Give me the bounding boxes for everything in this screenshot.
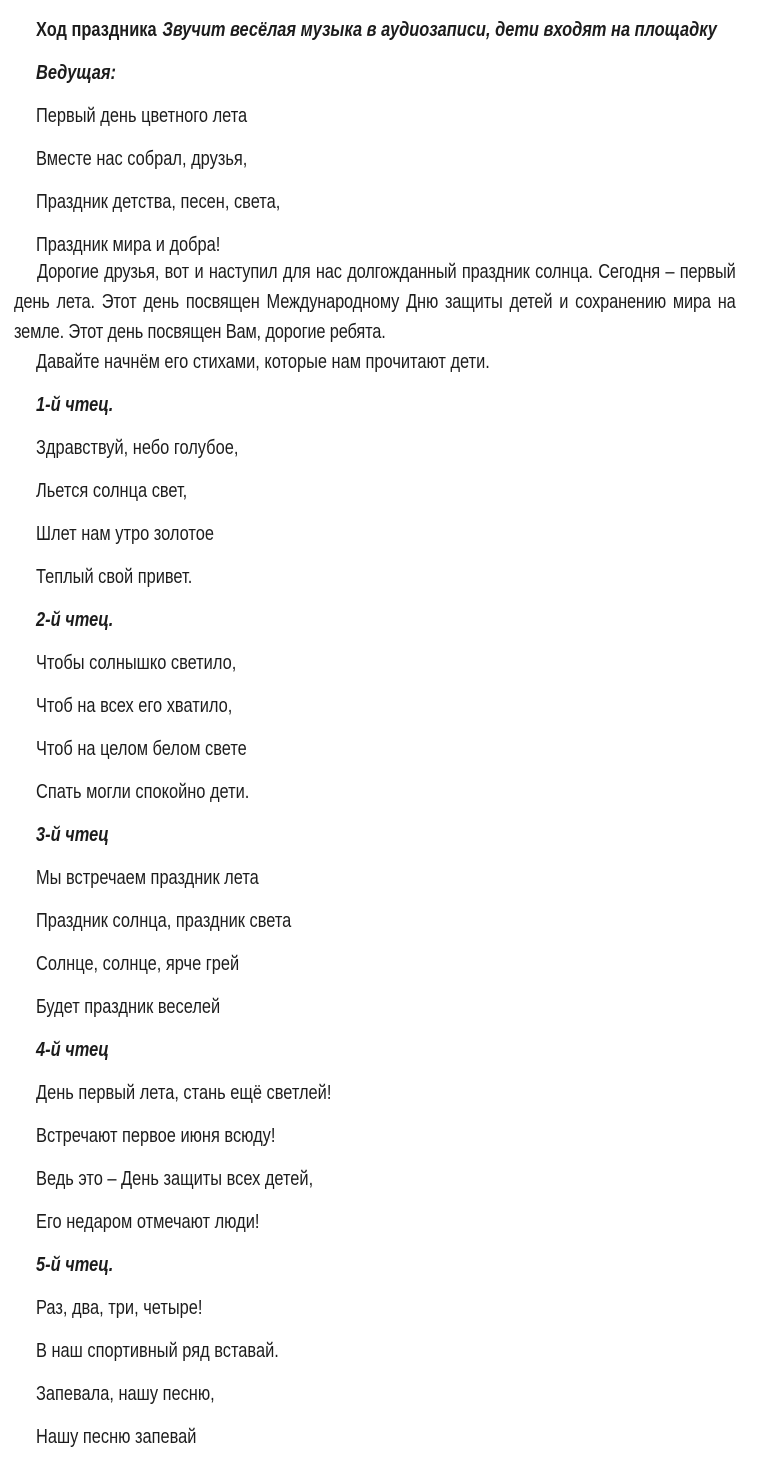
verse-line: Будет праздник веселей xyxy=(36,996,221,1018)
section-heading xyxy=(36,15,717,45)
verse-line: Спать могли спокойно дети. xyxy=(36,781,250,803)
verse-line: Праздник солнца, праздник света xyxy=(36,910,292,932)
script-body xyxy=(14,58,777,1452)
verse-line: Встречают первое июня всюду! xyxy=(36,1125,276,1147)
verse-line: Здравствуй, небо голубое, xyxy=(36,437,239,459)
speaker-label: 4-й чтец xyxy=(36,1039,109,1061)
verse-line: Запевала, нашу песню, xyxy=(36,1383,215,1405)
verse-line: Первый день цветного лета xyxy=(36,105,248,127)
verse-line: Чтобы солнышко светило, xyxy=(36,652,237,674)
verse-line: Праздник мира и добра! xyxy=(36,234,221,256)
verse-line: Чтоб на всех его хватило, xyxy=(36,695,233,717)
verse-line: Ведь это – День защиты всех детей, xyxy=(36,1168,314,1190)
speaker-label: 2-й чтец. xyxy=(36,609,114,631)
verse-line: Давайте начнём его стихами, которые нам прочитают дети. xyxy=(36,351,490,373)
verse-line: День первый лета, стань ещё светлей! xyxy=(36,1082,332,1104)
verse-line: Раз, два, три, четыре! xyxy=(36,1297,203,1319)
speaker-label: 1-й чтец. xyxy=(36,394,114,416)
speaker-label: 5-й чтец. xyxy=(36,1254,114,1276)
verse-line: Чтоб на целом белом свете xyxy=(36,738,247,760)
heading-title: Ход праздника xyxy=(36,19,157,41)
verse-line: Шлет нам утро золотое xyxy=(36,523,214,545)
stage-direction: Звучит весёлая музыка в аудиозаписи, дети входят на площадку xyxy=(162,19,717,41)
verse-line: Нашу песню запевай xyxy=(36,1426,197,1448)
verse-line: Солнце, солнце, ярче грей xyxy=(36,953,240,975)
verse-line: Его недаром отмечают люди! xyxy=(36,1211,260,1233)
speaker-label: 3-й чтец xyxy=(36,824,109,846)
verse-line: Мы встречаем праздник лета xyxy=(36,867,259,889)
speaker-label: Ведущая: xyxy=(36,62,117,84)
verse-line: Вместе нас собрал, друзья, xyxy=(36,148,248,170)
verse-line: Льется солнца свет, xyxy=(36,480,188,502)
verse-line: Теплый свой привет. xyxy=(36,566,193,588)
verse-line: В наш спортивный ряд вставай. xyxy=(36,1340,279,1362)
paragraph: Дорогие друзья, вот и наступил для нас долгожданный праздник солнца. Сегодня – первый день лета. Этот день посвящен Международному Дню защиты детей и сохранению мира на земле. Этот день посвящен Вам, дорогие ребята. xyxy=(14,261,736,343)
verse-line: Праздник детства, песен, света, xyxy=(36,191,281,213)
